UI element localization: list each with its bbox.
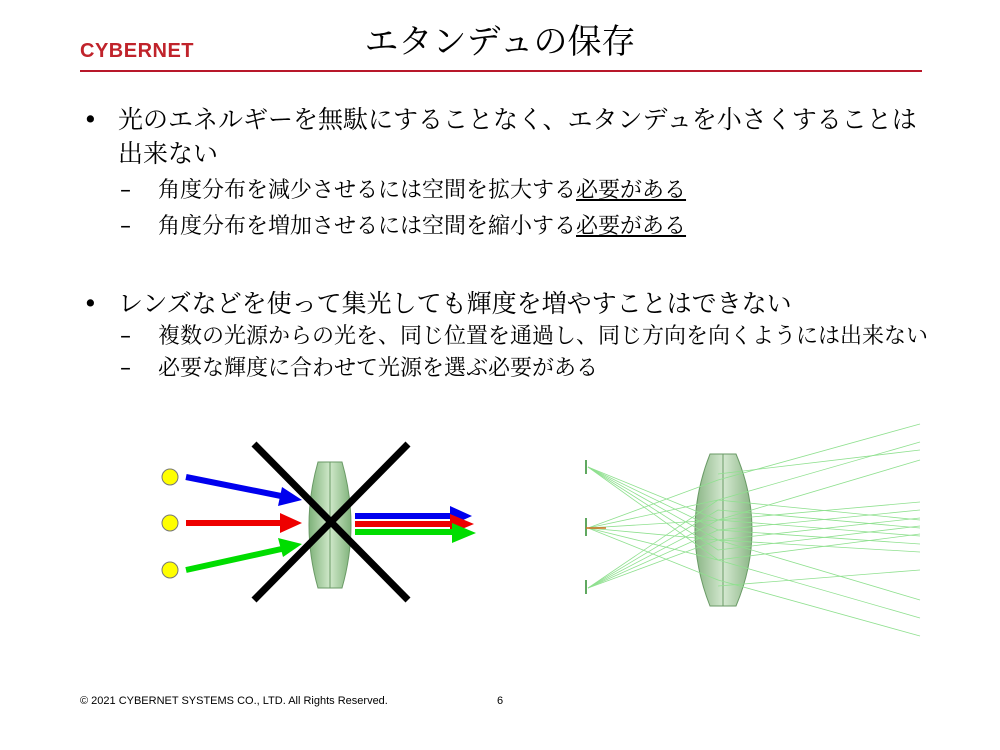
left-illustration [150,430,490,610]
sub-bullet-1-2 [80,211,940,243]
dash-icon: – [120,214,131,239]
bullet-list [80,103,940,385]
sub-bullet-underlined: 必要がある [576,214,687,239]
sub-bullet-text: 角度分布を減少させるには空間を拡大する [158,178,577,203]
slide-title: エタンデュの保存 [364,22,636,62]
dash-icon: – [120,178,131,203]
page-number: 6 [497,695,504,707]
dash-icon: – [120,324,131,349]
ray-bundle [588,424,920,636]
red-arrowhead-icon [280,513,302,533]
bullet-2 [80,287,940,321]
dash-icon: – [120,356,131,381]
bullet-1-text: 光のエネルギーを無駄にすることなく、エタンデュを小さくすることは出来ない [118,105,917,168]
bullet-dot-icon: • [83,105,98,134]
sub-bullet-2-2 [80,353,940,385]
cybernet-logo: CYBERNET [80,40,195,62]
light-source-icon [162,515,178,531]
green-ray [186,548,286,570]
sub-bullet-text: 複数の光源からの光を、同じ位置を通過し、同じ方向を向くようには出来ない [158,324,929,349]
light-source-icon [162,562,178,578]
bullet-2-text: レンズなどを使って集光しても輝度を増やすことはできない [118,289,792,318]
right-illustration [578,420,922,642]
title-divider [80,70,922,72]
blue-ray [186,477,286,497]
sub-bullet-underlined: 必要がある [576,178,687,203]
sub-bullet-text: 角度分布を増加させるには空間を縮小する [158,214,577,239]
light-source-icon [162,469,178,485]
bullet-dot-icon: • [83,289,98,318]
sub-bullet-2-1 [80,321,940,353]
copyright-footer: © 2021 CYBERNET SYSTEMS CO., LTD. All Rights Reserved. [80,695,388,707]
sub-bullet-1-1 [80,175,940,207]
bullet-1 [80,103,940,171]
sub-bullet-text: 必要な輝度に合わせて光源を選ぶ必要がある [158,356,599,381]
